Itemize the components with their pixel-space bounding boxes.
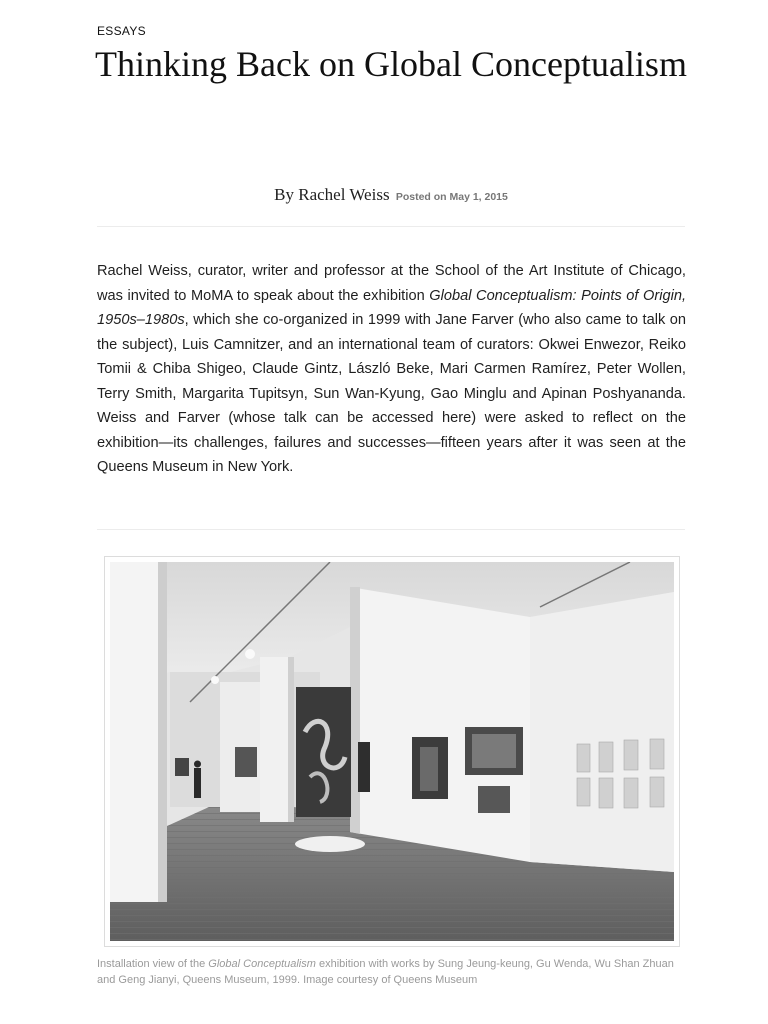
exhibition-title: Global Conceptualism: Points of Origin, 1950s–1980s <box>97 287 686 328</box>
installation-photo-frame <box>104 556 680 947</box>
caption-exhibition-title: Global Conceptualism <box>208 958 316 970</box>
section-label[interactable]: ESSAYS <box>97 24 146 38</box>
installation-photo[interactable] <box>110 562 674 941</box>
author-name[interactable]: By Rachel Weiss <box>274 185 390 204</box>
divider-top <box>97 226 685 227</box>
body-text-part-2: , which she co-organized in 1999 with Jane Farver (who also came to talk on the subject), Luis Camnitzer, and an international team of curators: Okwei Enwezor, Reiko Tomii & Chiba Shigeo, Claude Gintz, László Beke, Mari Carmen Ramírez, Peter Wollen, Terry Smith, Margarita Tupitsyn, Sun Wan-Kyung, Gao Minglu and Apinan Poshyananda. Weiss and Farver (whose talk can be accessed here) were asked to reflect on the exhibition—its challenges, failures and successes—fifteen years after it was seen at the Queens Museum in New York. <box>97 312 686 475</box>
posted-date: Posted on May 1, 2015 <box>395 191 508 203</box>
byline <box>0 185 768 205</box>
article-body <box>97 259 686 480</box>
body-text-part-1: Rachel Weiss, curator, writer and professor at the School of the Art Institute of Chicago, was invited to MoMA to speak about the exhibition <box>97 263 686 304</box>
caption-text-2: exhibition with works by Sung Jeung-keung, Gu Wenda, Wu Shan Zhuan and Geng Jianyi, Queens Museum, 1999. Image courtesy of Queens Museum <box>97 958 674 986</box>
article-title: Thinking Back on Global Conceptualism <box>95 44 687 84</box>
photo-caption <box>97 957 677 988</box>
divider-bottom <box>97 529 685 530</box>
caption-text-1: Installation view of the <box>97 958 209 970</box>
